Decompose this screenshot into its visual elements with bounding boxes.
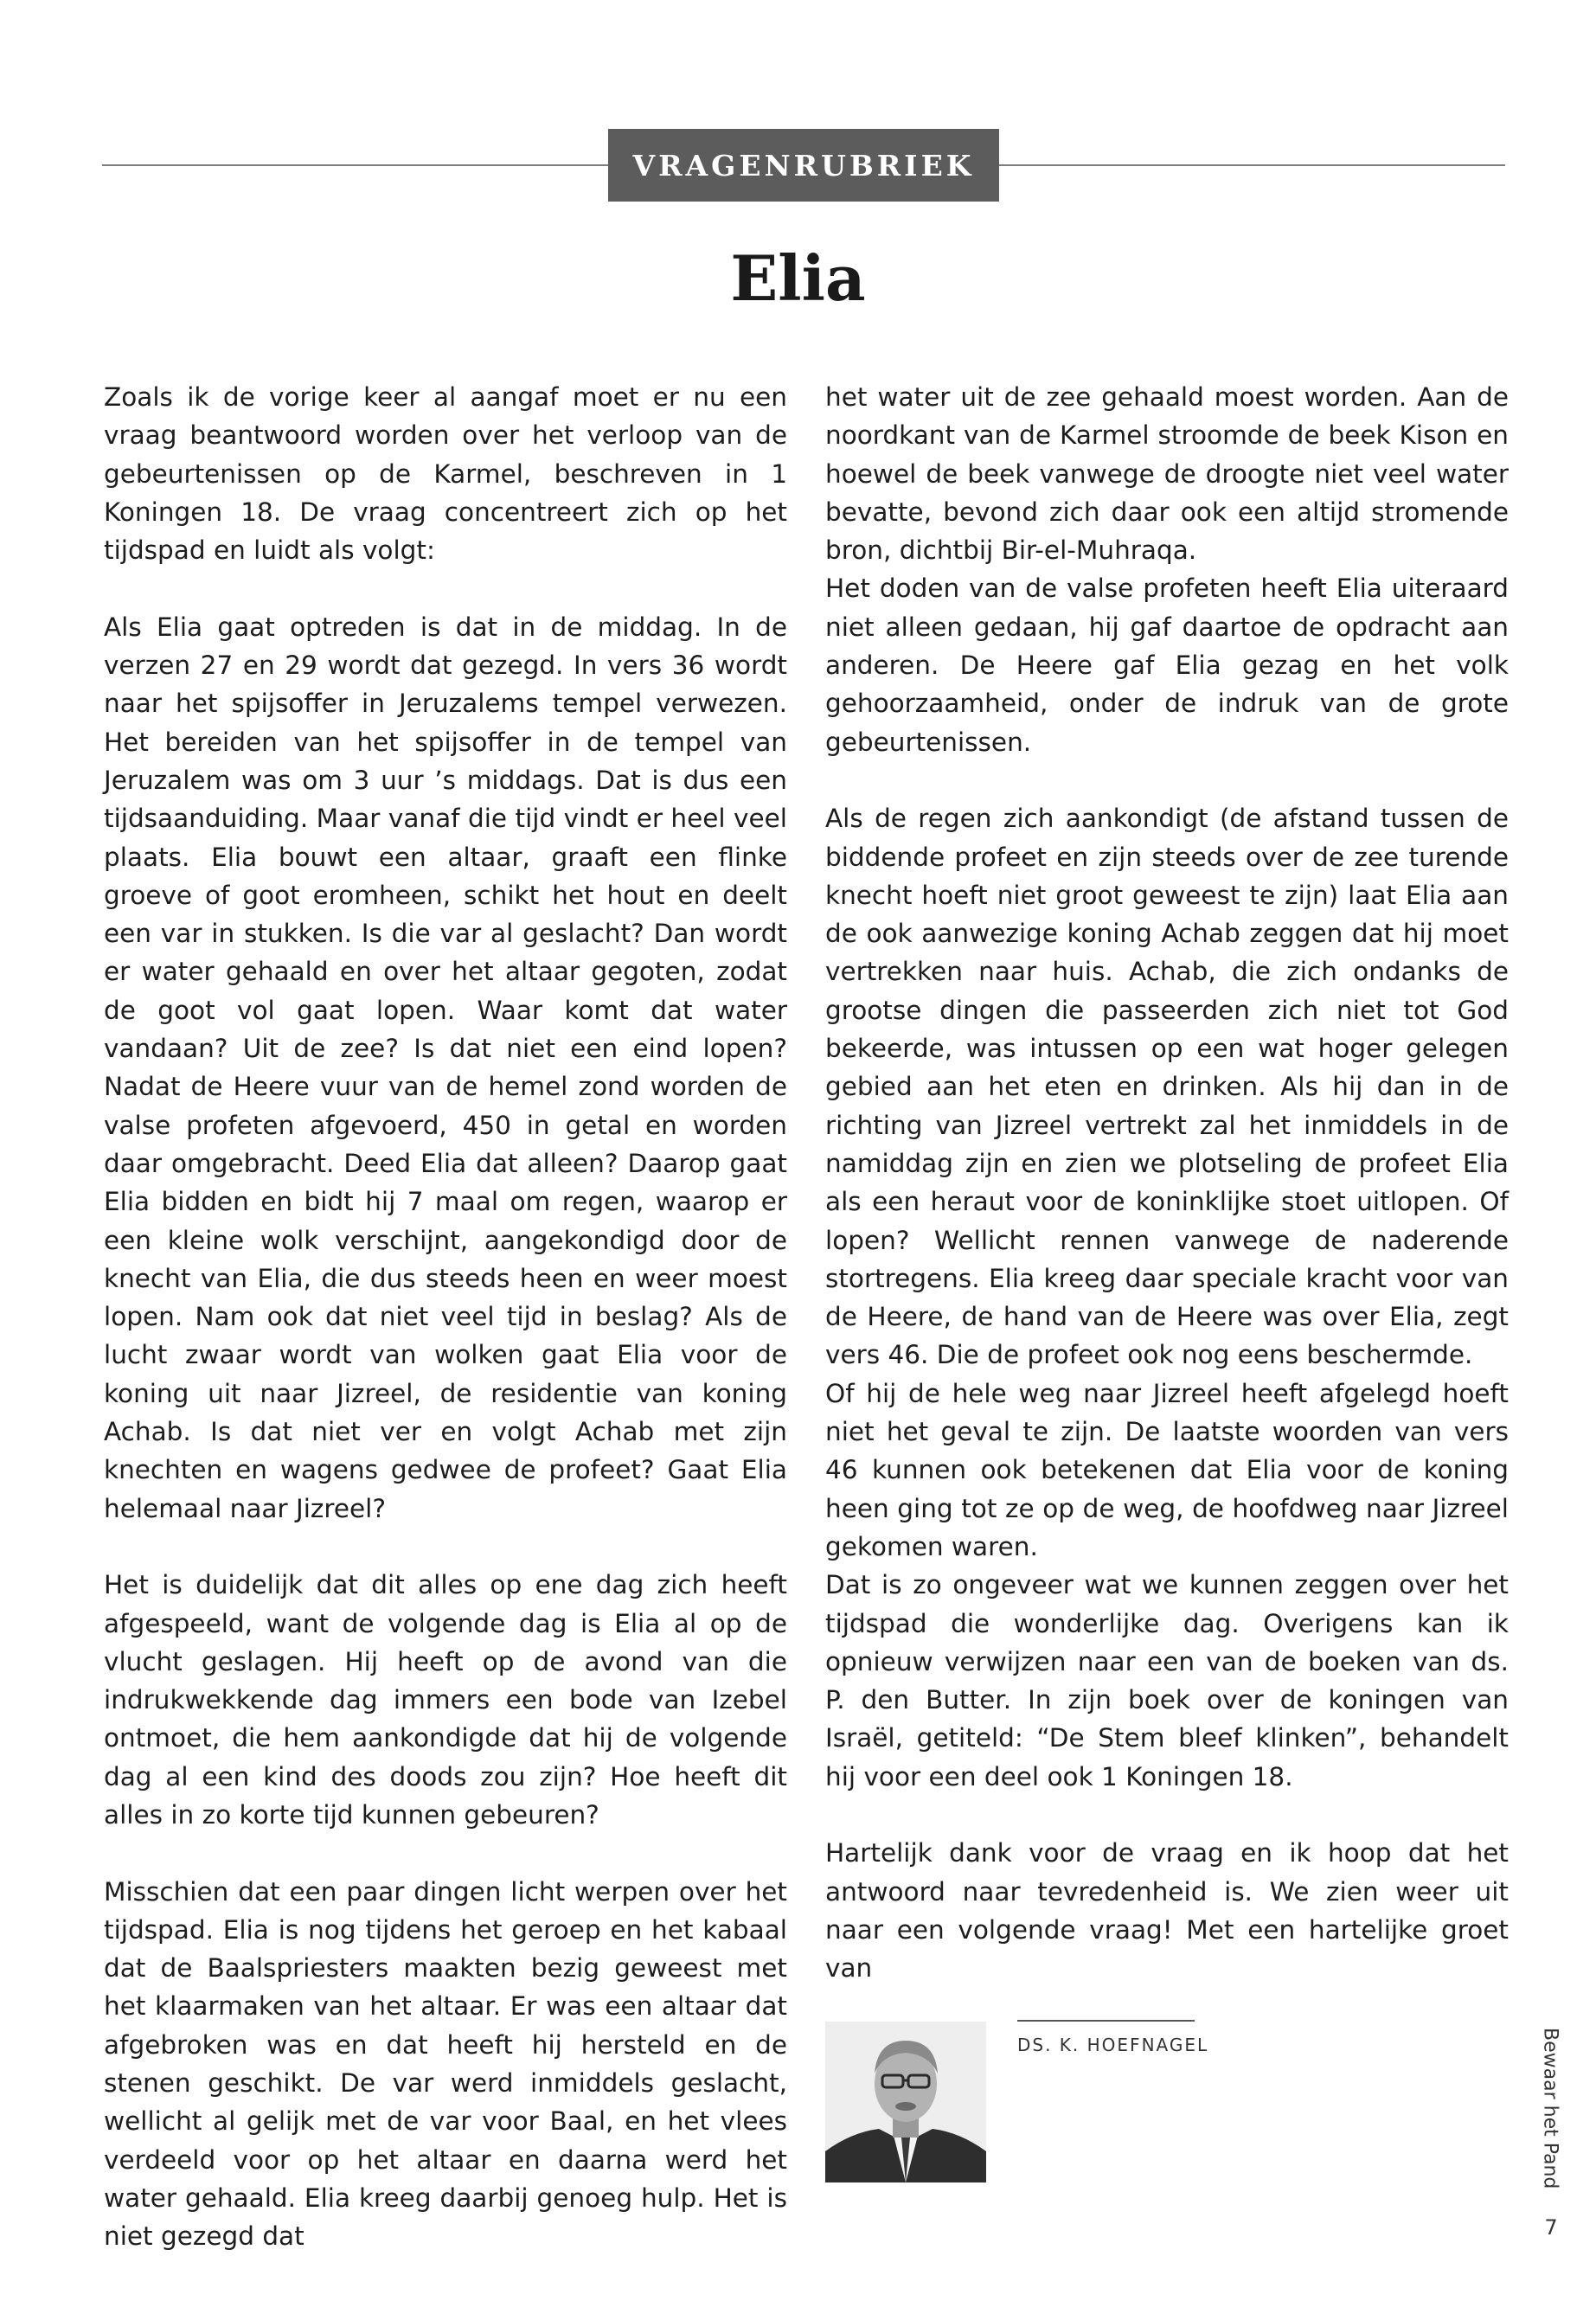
paragraph: Dat is zo ongeveer wat we kunnen zeggen over het tijdspad die wonderlijke dag. Overigens kan ik opnieuw verwijzen naar een van de boeken van ds. P. den Butter. In zijn boek over de koningen van Israël, getiteld: “De Stem bleef klinken”, behandelt hij voor een deel ook 1 Koningen 18.: [825, 1570, 1509, 1791]
magazine-name-text: Bewaar het Pand: [1539, 2027, 1561, 2189]
paragraph: Hartelijk dank voor de vraag en ik hoop dat het antwoord naar tevredenheid is. We zien weer uit naar een volgende vraag! Met een hartelijke groet van: [825, 1838, 1509, 1984]
paragraph: Het doden van de valse profeten heeft Elia uiteraard niet alleen gedaan, hij gaf daartoe de opdracht aan anderen. De Heere gaf Elia gezag en het volk gehoorzaamheid, onder de indruk van de grote gebeurtenissen.: [825, 574, 1509, 757]
paragraph: het water uit de zee gehaald moest worden. Aan de noordkant van de Karmel stroomde de beek Kison en hoewel de beek vanwege de droogte niet veel water bevatte, bevond zich daar ook een altijd stromende bron, dichtbij Bir-el-Muhraqa.: [825, 382, 1509, 566]
signature-rule: [1017, 2020, 1195, 2022]
author-signature: DS. K. HOEFNAGEL: [1017, 2035, 1209, 2055]
right-column: [825, 378, 1509, 1987]
paragraph: Of hij de hele weg naar Jizreel heeft afgelegd hoeft niet het geval te zijn. De laatste woorden van vers 46 kunnen ook betekenen dat Elia voor de koning heen ging tot ze op de weg, de hoofdweg naar Jizreel gekomen waren.: [825, 1378, 1509, 1561]
article-title: Elia: [730, 241, 866, 315]
portrait-illustration: [825, 2022, 986, 2182]
magazine-name: [1533, 2026, 1567, 2190]
paragraph: Als de regen zich aankondigt (de afstand tussen de biddende profeet en zijn steeds over de zee turende knecht hoeft niet groot geweest te zijn) laat Elia aan de ook aanwezige koning Achab zeggen dat hij moet vertrekken naar huis. Achab, die zich ondanks de grootse dingen die passeerden zich niet tot God bekeerde, was intussen op een wat hoger gelegen gebied aan het eten en drinken. Als hij dan in de richting van Jizreel vertrekt zal het inmiddels in de namiddag zijn en zien we plotseling de profeet Elia als een heraut voor de koninklijke stoet uitlopen. Of lopen? Wellicht rennen vanwege de naderende stortregens. Elia kreeg daar speciale kracht voor van de Heere, de hand van de Heere was over Elia, zegt vers 46. Die de profeet ook nog eens beschermde.: [825, 804, 1509, 1370]
left-column: [104, 378, 787, 2256]
section-label: VRAGENRUBRIEK: [608, 129, 999, 202]
page-number: 7: [1544, 2215, 1558, 2240]
paragraph: Misschien dat een paar dingen licht werpen over het tijdspad. Elia is nog tijdens het geroep en het kabaal dat de Baalspriesters maakten bezig geweest met het klaarmaken van het altaar. Er was een altaar dat afgebroken was en dat heeft hij hersteld en de stenen geschikt. De var werd inmiddels geslacht, wellicht al gelijk met de var voor Baal, en het vlees verdeeld voor op het altaar en daarna werd het water gehaald. Elia kreeg daarbij genoeg hulp. Het is niet gezegd dat: [104, 1876, 787, 2252]
paragraph: Zoals ik de vorige keer al aangaf moet er nu een vraag beantwoord worden over het verloop van de gebeurtenissen op de Karmel, beschreven in 1 Koningen 18. De vraag concentreert zich op het tijdspad en luidt als volgt:: [104, 382, 787, 566]
author-portrait: [825, 2022, 986, 2182]
paragraph: Het is duidelijk dat dit alles op ene dag zich heeft afgespeeld, want de volgende dag is Elia al op de vlucht geslagen. Hij heeft op de avond van die indrukwekkende dag immers een bode van Izebel ontmoet, die hem aankondigde dat hij de volgende dag al een kind des doods zou zijn? Hoe heeft dit alles in zo korte tijd kunnen gebeuren?: [104, 1570, 787, 1830]
paragraph: Als Elia gaat optreden is dat in de middag. In de verzen 27 en 29 wordt dat gezegd. In vers 36 wordt naar het spijsoffer in Jeruzalems tempel verwezen. Het bereiden van het spijsoffer in de tempel van Jeruzalem was om 3 uur ’s middags. Dat is dus een tijdsaanduiding. Maar vanaf die tijd vindt er heel veel plaats. Elia bouwt een altaar, graaft een flinke groeve of goot eromheen, schikt het hout en deelt een var in stukken. Is die var al geslacht? Dan wordt er water gehaald en over het altaar gegoten, zodat de goot vol gaat lopen. Waar komt dat water vandaan? Uit de zee? Is dat niet een eind lopen? Nadat de Heere vuur van de hemel zond worden de valse profeten afgevoerd, 450 in getal en worden daar omgebracht. Deed Elia dat alleen? Daarop gaat Elia bidden en bidt hij 7 maal om regen, waarop er een kleine wolk verschijnt, aangekondigd door de knecht van Elia, die dus steeds heen en weer moest lopen. Nam ook dat niet veel tijd in beslag? Als de lucht zwaar wordt van wolken gaat Elia voor de koning uit naar Jizreel, de residentie van koning Achab. Is dat niet ver en volgt Achab met zijn knechten en wagens gedwee de profeet? Gaat Elia helemaal naar Jizreel?: [104, 612, 787, 1523]
